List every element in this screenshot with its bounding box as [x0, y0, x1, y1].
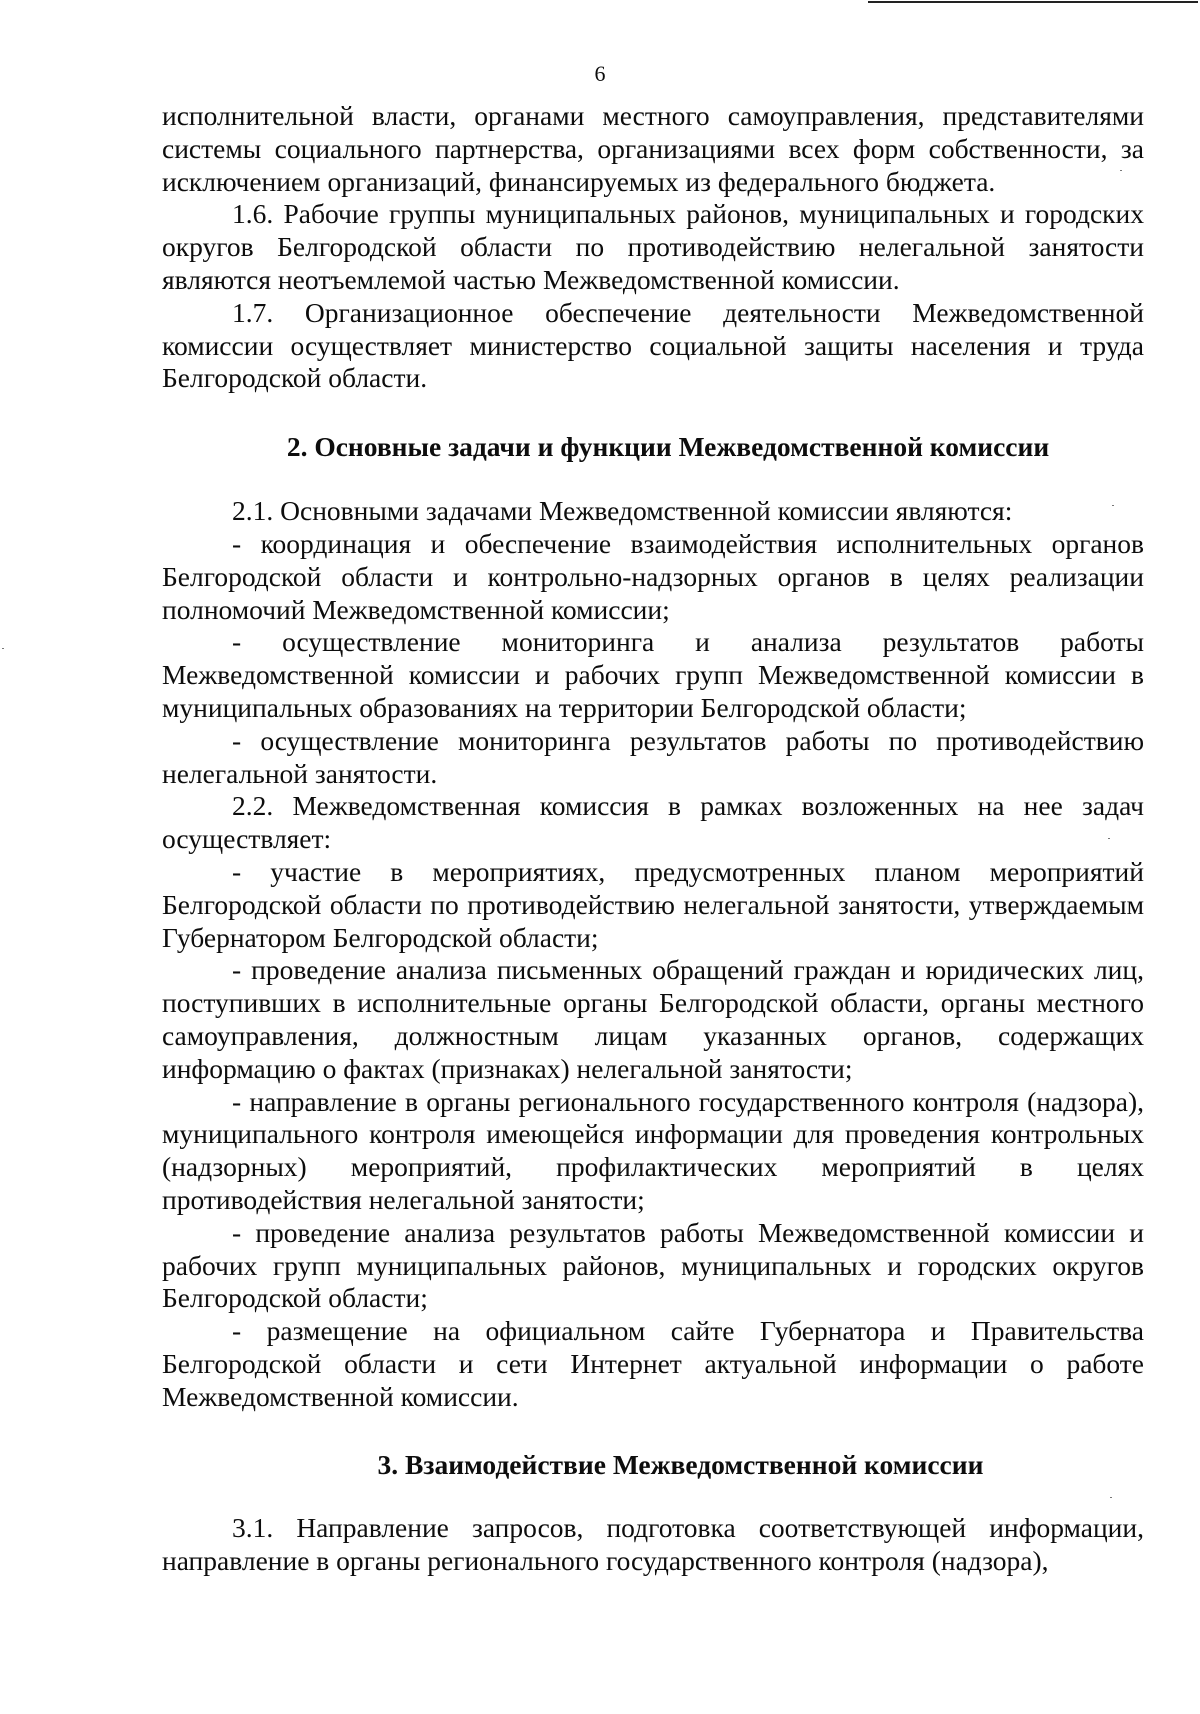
- paragraph-1-7: 1.7. Организационное обеспечение деятельности Межведомственной комиссии осуществляет министерство социальной защиты населения и труда Белгородской области.: [162, 296, 1144, 394]
- list-item: - проведение анализа письменных обращений граждан и юридических лиц, поступивших в исполнительные органы Белгородской области, органы местного самоуправления, должностным лицам указанных органов, содержащих информацию о фактах (признаках) нелегальной занятости;: [162, 954, 1144, 1084]
- paragraph-1-6: 1.6. Рабочие группы муниципальных районов, муниципальных и городских округов Белгородской области по противодействию нелегальной занятости являются неотъемлемой частью Межведомственной комиссии.: [162, 198, 1144, 295]
- page-number: 6: [594, 61, 606, 86]
- list-item: - участие в мероприятиях, предусмотренных планом мероприятий Белгородской области по противодействию нелегальной занятости, утверждаемым Губернатором Белгородской области;: [162, 855, 1144, 953]
- scan-speck: [1110, 1497, 1112, 1498]
- list-item: - размещение на официальном сайте Губернатора и Правительства Белгородской области и сети Интернет актуальной информации о работе Межведомственной комиссии.: [162, 1315, 1144, 1412]
- paragraph-2-1: 2.1. Основными задачами Межведомственной комиссии являются:: [232, 495, 1013, 527]
- scan-speck: [1120, 170, 1122, 171]
- list-item: - координация и обеспечение взаимодействия исполнительных органов Белгородской области и контрольно-надзорных органов в целях реализации полномочий Межведомственной комиссии;: [162, 527, 1144, 625]
- paragraph-2-2: 2.2. Межведомственная комиссия в рамках возложенных на нее задач осуществляет:: [162, 790, 1144, 855]
- paragraph-continuation: исполнительной власти, органами местного самоуправления, представителями системы социального партнерства, организациями всех форм собственности, за исключением организаций, финансируемых из федерального бюджета.: [162, 100, 1144, 197]
- scan-speck: [1112, 505, 1114, 506]
- list-item: - осуществление мониторинга и анализа результатов работы Межведомственной комиссии и рабочих групп Межведомственной комиссии в муниципальных образованиях на территории Белгородской области;: [162, 626, 1144, 723]
- section-3-heading: 3. Взаимодействие Межведомственной комиссии: [377, 1449, 984, 1481]
- list-item: - осуществление мониторинга результатов работы по противодействию нелегальной занятости.: [162, 724, 1144, 789]
- section-2-heading: 2. Основные задачи и функции Межведомственной комиссии: [286, 431, 1050, 463]
- scan-speck: [2, 648, 4, 649]
- list-item: - проведение анализа результатов работы Межведомственной комиссии и рабочих групп муниципальных районов, муниципальных и городских округов Белгородской области;: [162, 1216, 1144, 1314]
- paragraph-3-1: 3.1. Направление запросов, подготовка соответствующей информации, направление в органы регионального государственного контроля (надзора),: [162, 1512, 1144, 1577]
- list-item: - направление в органы регионального государственного контроля (надзора), муниципального контроля имеющейся информации для проведения контрольных (надзорных) мероприятий, профилактических мероприятий в целях противодействия нелегальной занятости;: [162, 1085, 1144, 1215]
- scan-edge-line: [868, 1, 1198, 3]
- scan-speck: [1108, 838, 1110, 839]
- document-body: [162, 100, 1144, 1578]
